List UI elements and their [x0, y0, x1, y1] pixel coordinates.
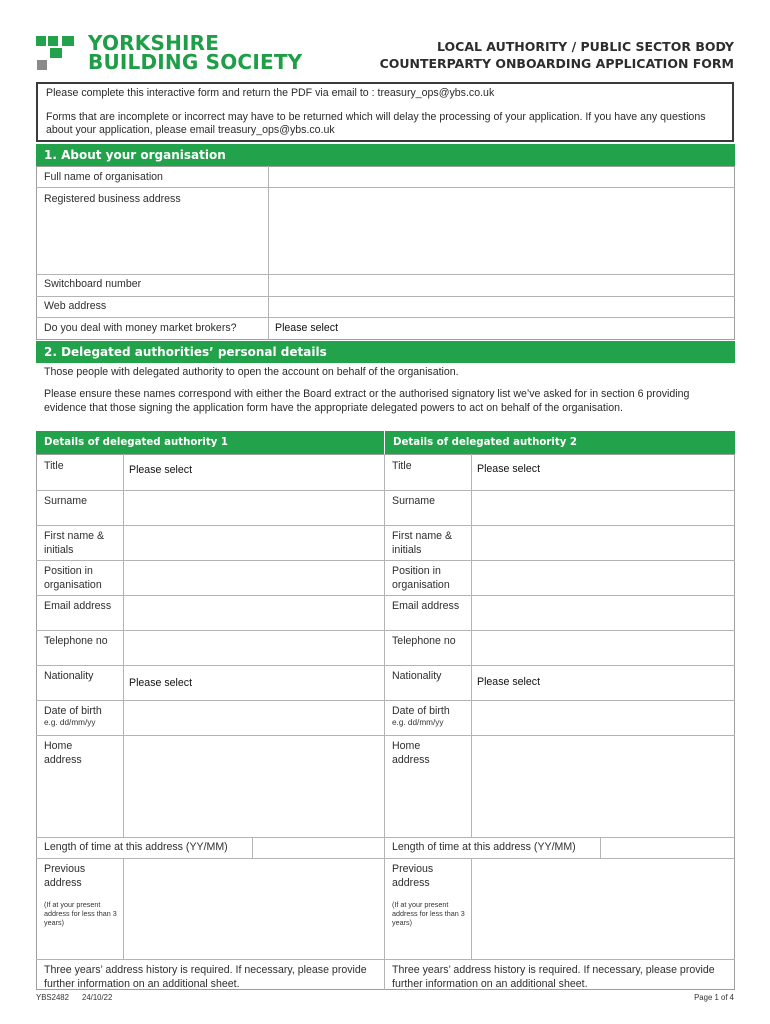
ybs-logo [36, 31, 316, 74]
authority-1-heading: Details of delegated authority 1 [36, 431, 384, 454]
label-brokers: Do you deal with money market brokers? [44, 322, 237, 334]
intro-box [36, 82, 734, 142]
section-1-heading: 1. About your organisation [36, 144, 735, 166]
registered-address-input[interactable] [270, 189, 734, 274]
a1-previous-hint: (If at your present address for less than 3 years) [44, 900, 117, 927]
a1-label-nationality: Nationality [44, 670, 94, 682]
a2-label-nationality: Nationality [392, 670, 442, 682]
a1-email-input[interactable] [125, 597, 383, 629]
a1-label-home-address: Home address [44, 740, 82, 766]
a2-home-address-input[interactable] [473, 737, 734, 836]
a2-surname-input[interactable] [473, 492, 734, 524]
a2-telephone-input[interactable] [473, 632, 734, 664]
section-2-para-1: Those people with delegated authority to open the account on behalf of the organisation. [44, 366, 459, 378]
footer-code: YBS2482 [36, 993, 69, 1002]
a1-dob-input[interactable] [125, 702, 383, 734]
a1-previous-address-input[interactable] [125, 860, 383, 958]
a1-label-previous-address: Previous address [44, 863, 86, 889]
a2-email-input[interactable] [473, 597, 734, 629]
switchboard-input[interactable] [270, 276, 734, 296]
a1-history-note: Three years’ address history is required. If necessary, please provide further information on an additional sheet. [44, 964, 367, 990]
a2-label-email: Email address [392, 600, 460, 612]
a2-label-position: Position in organisation [392, 565, 450, 591]
a2-label-home-address: Home address [392, 740, 430, 766]
label-full-name: Full name of organisation [44, 171, 163, 183]
a1-length-input[interactable] [254, 839, 383, 857]
a1-nationality-select[interactable]: Please select [129, 677, 193, 689]
a1-title-select[interactable]: Please select [129, 464, 193, 476]
label-registered-address: Registered business address [44, 193, 181, 205]
a2-label-surname: Surname [392, 495, 435, 507]
label-switchboard: Switchboard number [44, 278, 142, 290]
a2-title-select[interactable]: Please select [477, 463, 541, 475]
a2-dob-input[interactable] [473, 702, 734, 734]
a2-label-dob: Date of birth [392, 705, 450, 717]
footer-date: 24/10/22 [82, 993, 113, 1002]
full-name-input[interactable] [270, 168, 734, 187]
section-2-para-2: Please ensure these names correspond with either the Board extract or the authorised signatory list we’ve asked for in section 6 providing evidence that those signing the application form have the appropriate delegated powers to act on behalf of the organisation. [44, 388, 690, 414]
a2-length-input[interactable] [602, 839, 734, 857]
brokers-select[interactable]: Please select [275, 322, 339, 334]
a2-nationality-select[interactable]: Please select [477, 676, 541, 688]
a2-position-input[interactable] [473, 562, 734, 594]
a1-label-surname: Surname [44, 495, 87, 507]
logo-wordmark: YORKSHIRE BUILDING SOCIETY [88, 31, 303, 74]
intro-line-2: Forms that are incomplete or incorrect may have to be returned which will delay the processing of your application. If you have any questions about your application, please email treasury_ops@ybs.co.uk [46, 110, 706, 136]
a2-previous-hint: (If at your present address for less than 3 years) [392, 900, 465, 927]
logo-mark-icon [36, 34, 86, 74]
a2-label-title: Title [392, 460, 412, 472]
section-2-heading: 2. Delegated authorities’ personal details [36, 341, 735, 363]
a1-home-address-input[interactable] [125, 737, 383, 836]
authority-2-heading: Details of delegated authority 2 [385, 431, 735, 454]
a2-label-telephone: Telephone no [392, 635, 456, 647]
a2-history-note: Three years’ address history is required. If necessary, please provide further information on an additional sheet. [392, 964, 715, 990]
a2-label-previous-address: Previous address [392, 863, 434, 889]
web-address-input[interactable] [270, 298, 734, 317]
a1-label-email: Email address [44, 600, 112, 612]
a1-telephone-input[interactable] [125, 632, 383, 664]
a2-previous-address-input[interactable] [473, 860, 734, 958]
form-title: LOCAL AUTHORITY / PUBLIC SECTOR BODY COUNTERPARTY ONBOARDING APPLICATION FORM [379, 39, 734, 71]
a1-label-telephone: Telephone no [44, 635, 108, 647]
a1-position-input[interactable] [125, 562, 383, 594]
a2-label-first-name: First name & initials [392, 530, 453, 556]
a1-label-first-name: First name & initials [44, 530, 105, 556]
a1-label-dob: Date of birth [44, 705, 102, 717]
footer-page: Page 1 of 4 [694, 993, 734, 1002]
a2-dob-hint: e.g. dd/mm/yy [392, 718, 444, 727]
intro-line-1: Please complete this interactive form and return the PDF via email to : treasury_ops@ybs.co.uk [46, 87, 495, 99]
a2-first-name-input[interactable] [473, 527, 734, 559]
label-web-address: Web address [44, 300, 107, 312]
a1-first-name-input[interactable] [125, 527, 383, 559]
a2-label-length: Length of time at this address (YY/MM) [392, 841, 576, 853]
a1-surname-input[interactable] [125, 492, 383, 524]
a1-label-length: Length of time at this address (YY/MM) [44, 841, 228, 853]
a1-label-position: Position in organisation [44, 565, 102, 591]
a1-label-title: Title [44, 460, 64, 472]
a1-dob-hint: e.g. dd/mm/yy [44, 718, 96, 727]
